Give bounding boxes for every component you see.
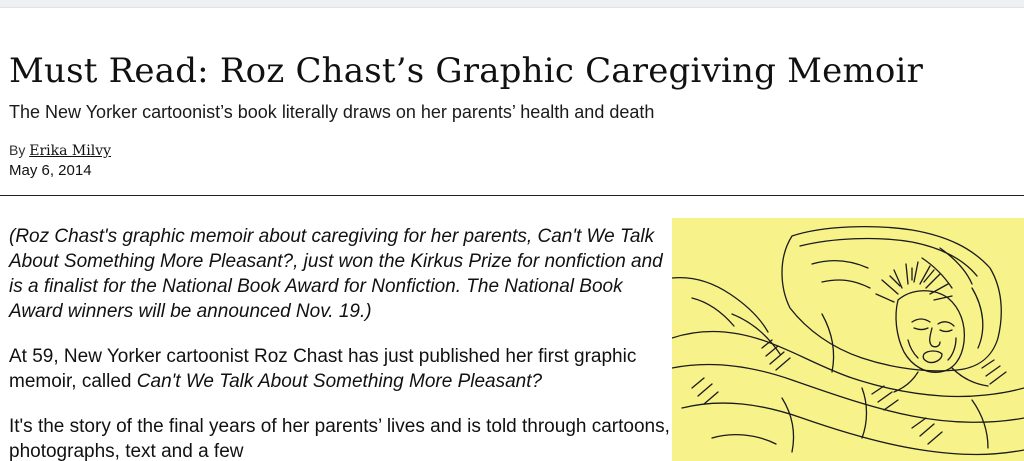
body-paragraph-1 bbox=[9, 344, 674, 394]
publish-date: May 6, 2014 bbox=[9, 162, 92, 179]
article-illustration bbox=[672, 218, 1024, 461]
intro-text-end: , just won the Kirkus Prize for nonfiction and is a finalist for the National Book Award for Nonfiction. The National Book Award winners will be announced Nov. 19.) bbox=[9, 251, 663, 322]
intro-text-start: (Roz Chast's graphic memoir about caregiving for her parents, bbox=[9, 226, 538, 247]
article-subhead: The New Yorker cartoonist’s book literally draws on her parents’ health and death bbox=[9, 102, 655, 122]
byline bbox=[9, 142, 111, 159]
intro-paragraph bbox=[9, 224, 674, 324]
header-divider bbox=[0, 195, 1024, 196]
intro-book-title: Can't We Talk About Something More Pleasant? bbox=[9, 226, 655, 272]
body-paragraph-2: It's the story of the final years of her parents’ lives and is told through cartoons, photographs, text and a few bbox=[9, 416, 670, 461]
para1-book-title: Can't We Talk About Something More Pleasant? bbox=[136, 371, 543, 392]
sleeping-elderly-man-sketch-icon bbox=[672, 218, 1024, 461]
para1-text: At 59, New Yorker cartoonist Roz Chast has just published her first graphic memoir, called bbox=[9, 346, 637, 392]
article-headline: Must Read: Roz Chast’s Graphic Caregiving Memoir bbox=[9, 51, 924, 91]
byline-prefix: By bbox=[9, 142, 26, 158]
article-body bbox=[9, 224, 674, 461]
browser-top-bar bbox=[0, 0, 1024, 8]
author-link[interactable]: Erika Milvy bbox=[29, 143, 112, 159]
